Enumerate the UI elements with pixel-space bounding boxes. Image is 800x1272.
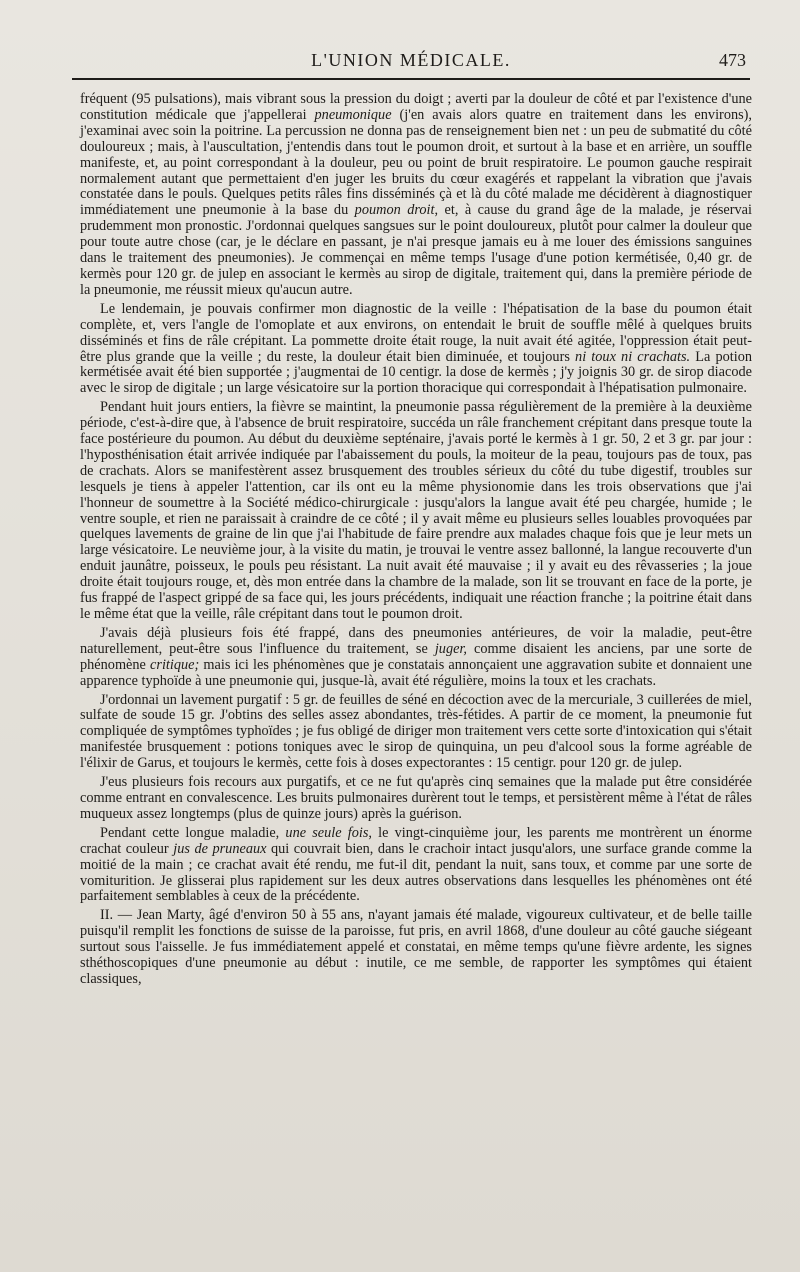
text-run: La potion kermétisée avait été bien supportée ; j'augmentai de 10 centigr. la dose de kermès ; j'y joignis 30 gr. de sirop diacode avec le sirop de digitale ; un large vésicatoire sur la portion thoracique qui correspondait à l'hépatisation pulmonaire. (80, 348, 753, 397)
paragraph-p2 (80, 302, 752, 397)
paragraph-p3 (80, 400, 752, 623)
italic-text: pneumonique (314, 106, 392, 123)
paragraph-p8 (80, 908, 752, 988)
italic-text: jus de pruneaux (173, 840, 267, 857)
text-run: Pendant cette longue maladie, (100, 824, 286, 841)
paragraph-p4 (80, 626, 752, 690)
header-rule (72, 78, 750, 80)
italic-text: ni toux ni crachats. (575, 348, 691, 365)
page-number: 473 (719, 50, 746, 70)
italic-text: juger, (434, 640, 467, 657)
text-run: Le lendemain, je pouvais confirmer mon diagnostic de la veille : l'hépatisation de la base du poumon était complète, et, vers l'angle de l'omoplate et aux environs, on entendait le bruit de souffle mêlé à quelques bruits disséminés et fins de râle crépitant. La pommette droite était rouge, la nuit avait été agitée, l'oppression était peut-être plus grande que la veille ; du reste, la douleur était bien diminuée, et toujours (80, 300, 752, 365)
text-run: , le vingt-cinquième jour, les parents me montrèrent un énorme crachat couleur (80, 824, 753, 857)
text-run: Pendant huit jours entiers, la fièvre se maintint, la pneumonie passa régulièrement de la première à la deuxième période, c'est-à-dire que, à l'absence de bruit respiratoire, succéda un râle franchement crépitant dans presque toute la face postérieure du poumon. Au début du deuxième septénaire, j'avais porté le kermès à 1 gr. 50, 2 et 3 gr. par jour : l'hyposthénisation était arrivée indiquée par l'abaissement du pouls, la moiteur de la peau, toujours pas de toux, pas de crachats. Alors se manifestèrent assez brusquement des troubles sérieux du côté du tube digestif, troubles sur lesquels je tiens à appeler l'attention, car ils ont eu la même physionomie dans les trois observations que j'ai l'honneur de soumettre à la Société médico-chirurgicale : jusqu'alors la langue avait été peu chargée, humide ; le ventre souple, et rien ne paraissait à craindre de ce côté ; il y avait même eu plusieurs selles louables provoquées par quelques lavements de graine de lin que j'ai l'habitude de faire prendre aux malades chaque fois que je leur mets un large vésicatoire. Le neuvième jour, à la visite du matin, je trouvai le ventre assez ballonné, la langue recouverte d'un enduit jaunâtre, poisseux, le pouls peu résistant. La nuit avait été mauvaise ; il y avait eu des rêvasseries ; la joue droite était toujours rouge, et, dès mon entrée dans la chambre de la malade, son lit se trouvant en face de la porte, je fus frappé de l'aspect grippé de sa face qui, les jours précédents, indiquait une réaction franche ; la poitrine était dans le même état que la veille, râle crépitant dans tout le poumon droit. (80, 399, 752, 622)
paragraph-p1 (80, 92, 752, 299)
text-run: comme disaient les anciens, par une sorte de phénomène (80, 640, 753, 673)
italic-text: une seule fois (285, 824, 369, 841)
paragraph-p6 (80, 775, 752, 823)
text-run: II. — Jean Marty, âgé d'environ 50 à 55 ans, n'ayant jamais été malade, vigoureux cultivateur, et de belle taille puisqu'il remplit les fonctions de suisse de la paroisse, fut pris, en avril 1868, d'une douleur au côté gauche siégeant surtout sous l'aisselle. Je fus immédiatement appelé et constatai, en même temps qu'une fièvre ardente, les signes sthéthoscopiques d'une pneumonie au début : inutile, ce me semble, de rapporter les symptômes qui étaient classiques, (80, 907, 752, 987)
text-run: qui couvrait bien, dans le crachoir intact jusqu'alors, une surface grande comme la moitié de la main ; ce crachat avait été rendu, me fut-il dit, pendant la nuit, sans toux, et comme par une sorte de vomiturition. Je glisserai plus rapidement sur les deux autres observations dans lesquelles les phénomènes ont été parfaitement semblables à ceux de la précédente. (80, 840, 752, 905)
paragraph-p7 (80, 826, 752, 906)
page-header (76, 50, 746, 78)
italic-text: poumon droit (354, 202, 435, 219)
text-run: J'eus plusieurs fois recours aux purgatifs, et ce ne fut qu'après cinq semaines que la malade put être considérée comme entrant en convalescence. Les bruits pulmonaires durèrent tout le temps, et persistèrent même à l'état de râles muqueux assez longtemps (plus de quinze jours) après la guérison. (80, 774, 752, 822)
running-title: L'UNION MÉDICALE. (311, 50, 511, 70)
body-text (80, 92, 752, 988)
text-run: J'avais déjà plusieurs fois été frappé, dans des pneumonies antérieures, de voir la maladie, peut-être naturellement, peut-être sous l'influence du traitement, se (80, 624, 752, 657)
italic-text: critique; (150, 656, 200, 673)
text-run: J'ordonnai un lavement purgatif : 5 gr. de feuilles de séné en décoction avec de la mercuriale, 3 cuillerées de miel, sulfate de soude 15 gr. J'obtins des selles assez abondantes, très-fétides. A partir de ce moment, la pneumonie fut compliquée de symptômes typhoïdes ; je fus obligé de diriger mon traitement vers cette sorte d'intoxication qui s'était manifestée brusquement : potions toniques avec le sirop de quinquina, un peu d'alcool sous la forme agréable de l'élixir de Garus, et toujours le kermès, cette fois à doses expectorantes : 15 centigr. pour 120 gr. de julep. (80, 691, 752, 772)
text-run: fréquent (95 pulsations), mais vibrant sous la pression du doigt ; averti par la douleur de côté et par l'existence d'une constitution médicale que j'appellerai (80, 91, 752, 123)
paragraph-p5 (80, 693, 752, 773)
text-run: (j'en avais alors quatre en traitement dans les environs), j'examinai avec soin la poitrine. La percussion ne donna pas de renseignement bien net : un peu de submatité du côté douloureux ; mais, à l'auscultation, j'entendis dans tout le poumon droit, et surtout à la base et en arrière, un souffle manifeste, et, au point correspondant à la douleur, peu ou point de bruit respiratoire. Le poumon gauche respirait normalement autant que permettaient d'en juger les bruits du cœur exagérés et rappelant la vibration que j'avais constatée dans le pouls. Quelques petits râles fins disséminés çà et là du côté malade me décidèrent à diagnostiquer immédiatement une pneumonie à la base du (80, 106, 753, 219)
text-run: , et, à cause du grand âge de la malade, je réservai prudemment mon pronostic. J'ordonnai quelques sangsues sur le point douloureux, plutôt pour calmer la douleur que pour toute autre chose (car, je le déclare en passant, je n'ai presque jamais eu à me louer des émissions sanguines dans le traitement des pneumonies). Je commençai en même temps l'usage d'une potion kermétisée, 0,40 gr. de kermès pour 120 gr. de julep en associant le kermès au sirop de digitale, traitement qui, dans la première période de la pneumonie, me réussit mieux qu'aucun autre. (80, 202, 753, 298)
text-run: mais ici les phénomènes que je constatais annonçaient une aggravation subite et donnaient une apparence typhoïde à une pneumonie qui, jusque-là, avait été régulière, moins la toux et les crachats. (80, 656, 752, 689)
